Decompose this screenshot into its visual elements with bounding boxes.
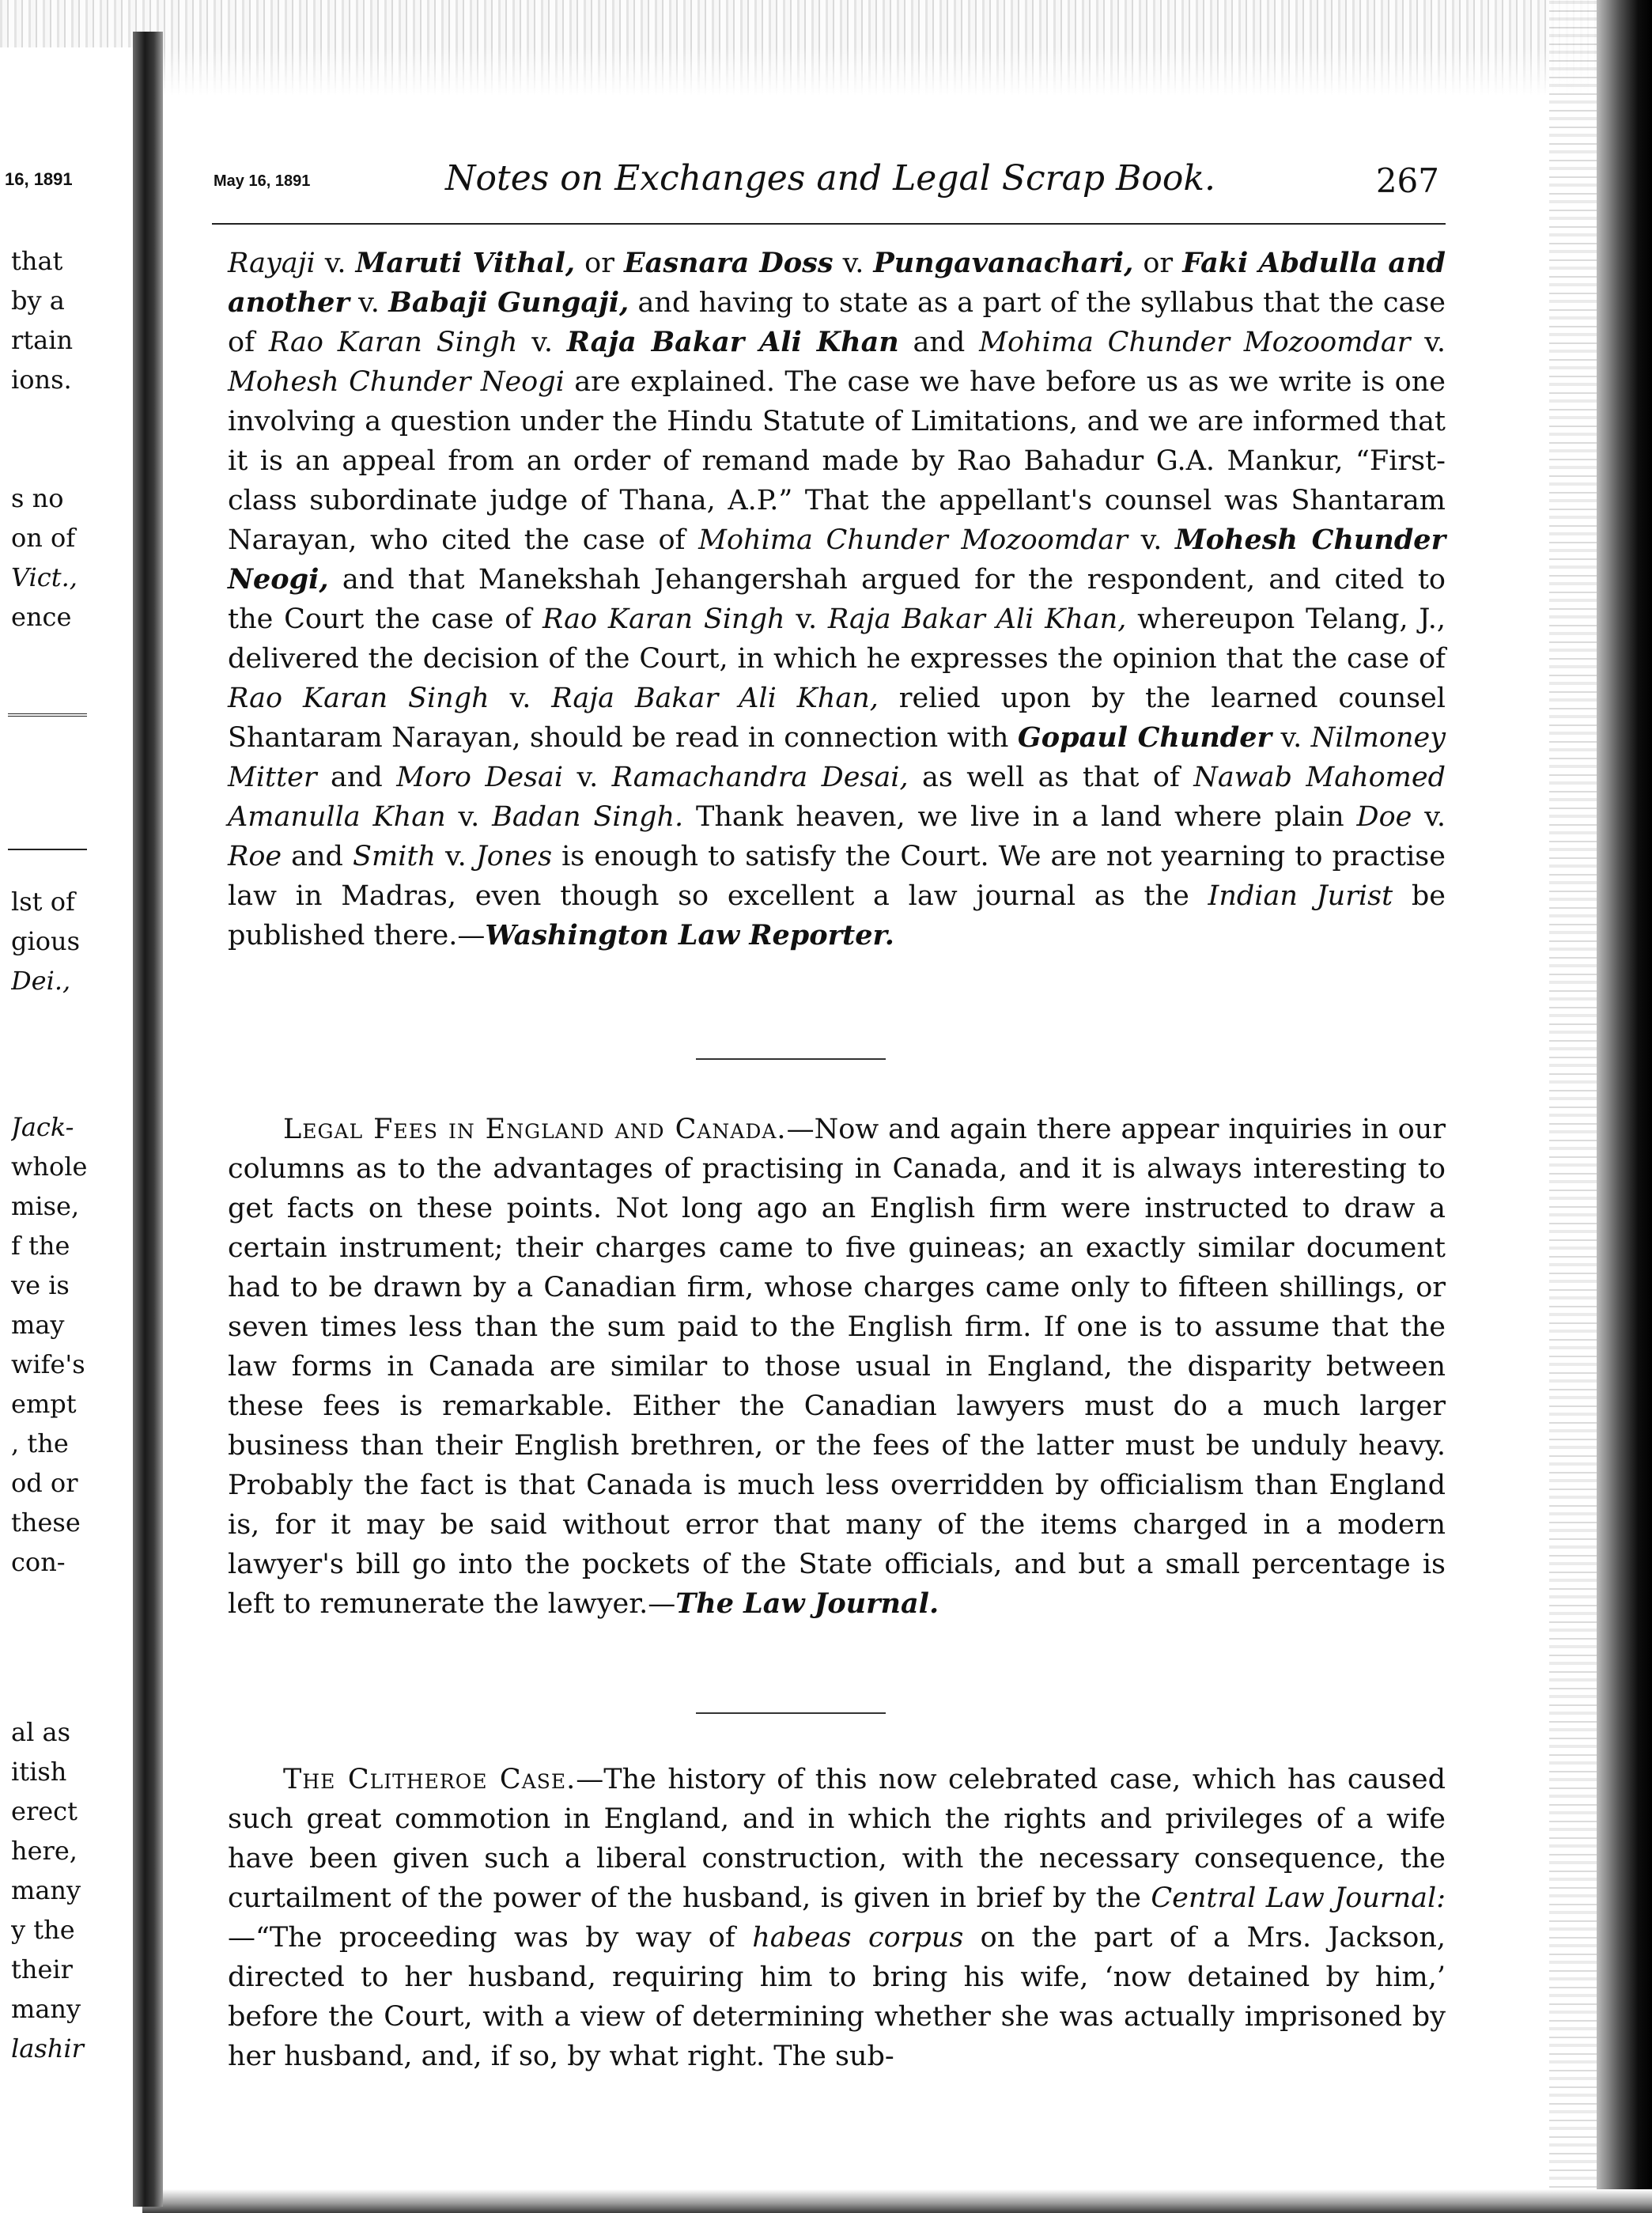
source-citation: The Law Journal. — [675, 1587, 939, 1620]
text-run: whereupon Telang, J., delivered the decision of the Court, in which he expresses the opinion that the case of — [228, 603, 1446, 675]
journal-name: Indian Jurist — [1208, 880, 1393, 912]
fragment-line: mise, — [11, 1191, 80, 1221]
case-name: Rao Karan Singh — [268, 327, 518, 358]
facing-page-double-rule — [8, 713, 87, 717]
text-run: or — [575, 248, 624, 279]
case-name: Easnara Doss — [624, 247, 834, 279]
fragment-line: lashir — [11, 2033, 84, 2064]
case-name: Mohesh Chunder Neogi, — [228, 524, 1446, 596]
fragment-line: al as — [11, 1717, 70, 1747]
header-rule — [212, 223, 1446, 225]
text-run: is enough to satisfy the Court. We are not yearning to practise law in Madras, even though so excellent a law journal as the — [228, 841, 1446, 912]
case-name: Moro Desai — [396, 762, 564, 793]
case-name: Raja Bakar Ali Khan, — [827, 603, 1127, 635]
header-date: May 16, 1891 — [214, 172, 311, 190]
text-run: v. — [784, 603, 828, 635]
fragment-line: lst of — [11, 887, 75, 917]
fragment-line: Dei., — [11, 966, 71, 996]
case-name: Pungavanachari, — [873, 247, 1134, 279]
fragment-line: ve is — [11, 1270, 70, 1300]
facing-page-fragment-block-5 — [11, 1712, 130, 2068]
fragment-line: ions. — [11, 365, 72, 395]
text-run: v. — [315, 248, 356, 279]
case-name: Faki Abdulla and another — [228, 247, 1446, 319]
section-separator — [696, 1058, 886, 1060]
case-name: Smith — [352, 841, 436, 872]
text-run: v. — [833, 248, 874, 279]
source-citation: Central Law Journal: — [1151, 1882, 1446, 1914]
fragment-line: that — [11, 246, 63, 276]
fragment-line: erect — [11, 1796, 77, 1826]
fragment-line: Vict., — [11, 562, 77, 592]
facing-page-fragment-block-2 — [11, 479, 130, 637]
fragment-line: many — [11, 1994, 81, 2024]
fragment-line: empt — [11, 1389, 77, 1419]
case-name: Rao Karan Singh — [228, 683, 490, 714]
text-run: v. — [445, 801, 493, 833]
case-name: Badan Singh. — [492, 801, 684, 833]
text-run: v. — [563, 762, 612, 793]
case-name: Jones — [475, 841, 553, 872]
fragment-line: many — [11, 1875, 81, 1905]
legal-term: habeas corpus — [752, 1922, 964, 1954]
article-body: on the part of a Mrs. Jackson, directed to her husband, requiring him to bring his wife, ‘now detained by him,’ before the Court, with a view of determining whether she was actually imprisoned by her husband, and, if so, by what right. The sub- — [228, 1922, 1446, 2072]
case-name: Ramachandra Desai, — [611, 762, 909, 793]
article-continuation — [228, 244, 1446, 955]
text-run: and that Manekshah Jehangershah argued for the respondent, and cited to the Court the case of — [228, 564, 1446, 635]
case-name: Babaji Gungaji, — [388, 286, 629, 319]
fragment-line: by a — [11, 286, 65, 316]
text-run: be published there.— — [228, 880, 1446, 951]
text-run: and — [898, 327, 980, 358]
case-name: Rao Karan Singh — [542, 603, 785, 635]
case-name: Mohima Chunder Mozoomdar — [979, 327, 1411, 358]
text-run: as well as that of — [908, 762, 1194, 793]
fragment-line: their — [11, 1954, 73, 1984]
case-name: Rayaji — [228, 248, 316, 279]
text-run: v. — [1271, 722, 1311, 754]
fragment-line: y the — [11, 1915, 75, 1945]
fragment-line: here, — [11, 1836, 77, 1866]
scan-right-edge — [1597, 0, 1652, 2213]
fragment-line: , the — [11, 1428, 69, 1458]
case-name: Roe — [228, 841, 282, 872]
text-run: relied upon by the learned counsel Shantaram Narayan, should be read in connection with — [228, 683, 1446, 754]
section-separator — [696, 1712, 886, 1714]
fragment-line: may — [11, 1310, 65, 1340]
article-body: —“The proceeding was by way of — [228, 1922, 753, 1954]
scan-right-speckle — [1549, 0, 1597, 2213]
page-title: Notes on Exchanges and Legal Scrap Book. — [445, 158, 1215, 199]
text-run: and having to state as a part of the syllabus that the case of — [228, 287, 1446, 358]
case-name: Gopaul Chunder — [1017, 721, 1272, 754]
fragment-line: s no — [11, 483, 64, 513]
text-run: v. — [435, 841, 476, 872]
fragment-line: wife's — [11, 1349, 85, 1379]
source-citation: Washington Law Reporter. — [485, 919, 894, 951]
facing-page-fragment-block-3 — [11, 882, 130, 1001]
text-run: and — [282, 841, 353, 872]
fragment-line: whole — [11, 1152, 88, 1182]
fragment-line: f the — [11, 1231, 70, 1261]
case-name: Raja Bakar Ali Khan, — [551, 683, 879, 714]
text-run: are explained. The case we have before us as we write is one involving a question under the Hindu Statute of Limitations, and we are informed that it is an appeal from an order of remand made by Rao Bahadur G.A. Mankur, “First-class subordinate judge of Thana, A.P.” That the appellant's counsel was Shantaram Narayan, who cited the case of — [228, 366, 1446, 556]
fragment-line: these — [11, 1507, 81, 1538]
article-legal-fees — [228, 1110, 1446, 1624]
text-run: v. — [489, 683, 552, 714]
scan-bottom-edge — [142, 2189, 1652, 2213]
fragment-line: Jack- — [11, 1112, 74, 1142]
case-name: Raja Bakar Ali Khan — [566, 326, 899, 358]
running-header — [214, 158, 1439, 214]
text-run: v. — [517, 327, 567, 358]
case-name: Nawab Mahomed Amanulla Khan — [228, 762, 1446, 833]
text-run: or — [1133, 248, 1183, 279]
book-gutter — [133, 32, 163, 2207]
article-body: —The history of this now celebrated case, which has caused such great commotion in England, and in which the rights and privileges of a wife have been given such a liberal construction, with the necessary consequence, the curtailment of the power of the husband, is given in brief by the — [228, 1764, 1446, 1914]
text-run: v. — [349, 287, 389, 319]
fragment-line: rtain — [11, 325, 74, 355]
fragment-line: con- — [11, 1547, 66, 1577]
case-name: Maruti Vithal, — [355, 247, 576, 279]
case-name: Mohesh Chunder Neogi — [228, 366, 565, 398]
text-run: and — [316, 762, 397, 793]
scan-top-edge — [0, 0, 1652, 95]
facing-page-rule — [8, 849, 87, 850]
fragment-line: od or — [11, 1468, 78, 1498]
text-run: v. — [1128, 524, 1175, 556]
article-heading: The Clitheroe Case. — [283, 1764, 576, 1795]
fragment-line: gious — [11, 926, 81, 956]
fragment-line: on of — [11, 523, 76, 553]
fragment-line: ence — [11, 602, 72, 632]
text-run: v. — [1410, 327, 1446, 358]
facing-page-header: 16, 1891 — [5, 169, 73, 189]
fragment-line: itish — [11, 1757, 67, 1787]
article-body: —Now and again there appear inquiries in our columns as to the advantages of practising in Canada, and it is always interesting to get facts on these points. Not long ago an English firm were instructed to draw a certain instrument; their charges came to five guineas; an exactly similar document had to be drawn by a Canadian firm, whose charges came only to fifteen shillings, or seven times less than the sum paid to the English firm. If one is to assume that the law forms in Canada are similar to those usual in England, the disparity between these fees is remarkable. Either the Canadian lawyers must do a much larger business than their English brethren, or the fees of the latter must be unduly heavy. Probably the fact is that Canada is much less overridden by officialism than England is, for it may be said without error that many of the items charged in a modern lawyer's bill go into the pockets of the State officials, and but a small percentage is left to remunerate the lawyer.— — [228, 1114, 1446, 1620]
facing-page-fragment-block-4 — [11, 1107, 130, 1582]
facing-page-fragment-block-1 — [11, 241, 130, 399]
page-number: 267 — [1375, 161, 1439, 200]
case-name: Nilmoney Mitter — [228, 722, 1446, 793]
case-name: Doe — [1356, 801, 1412, 833]
text-run: v. — [1412, 801, 1446, 833]
article-clitheroe-case — [228, 1760, 1446, 2076]
article-heading: Legal Fees in England and Canada. — [283, 1114, 787, 1145]
text-run: Thank heaven, we live in a land where plain — [683, 801, 1357, 833]
case-name: Mohima Chunder Mozoomdar — [698, 524, 1128, 556]
